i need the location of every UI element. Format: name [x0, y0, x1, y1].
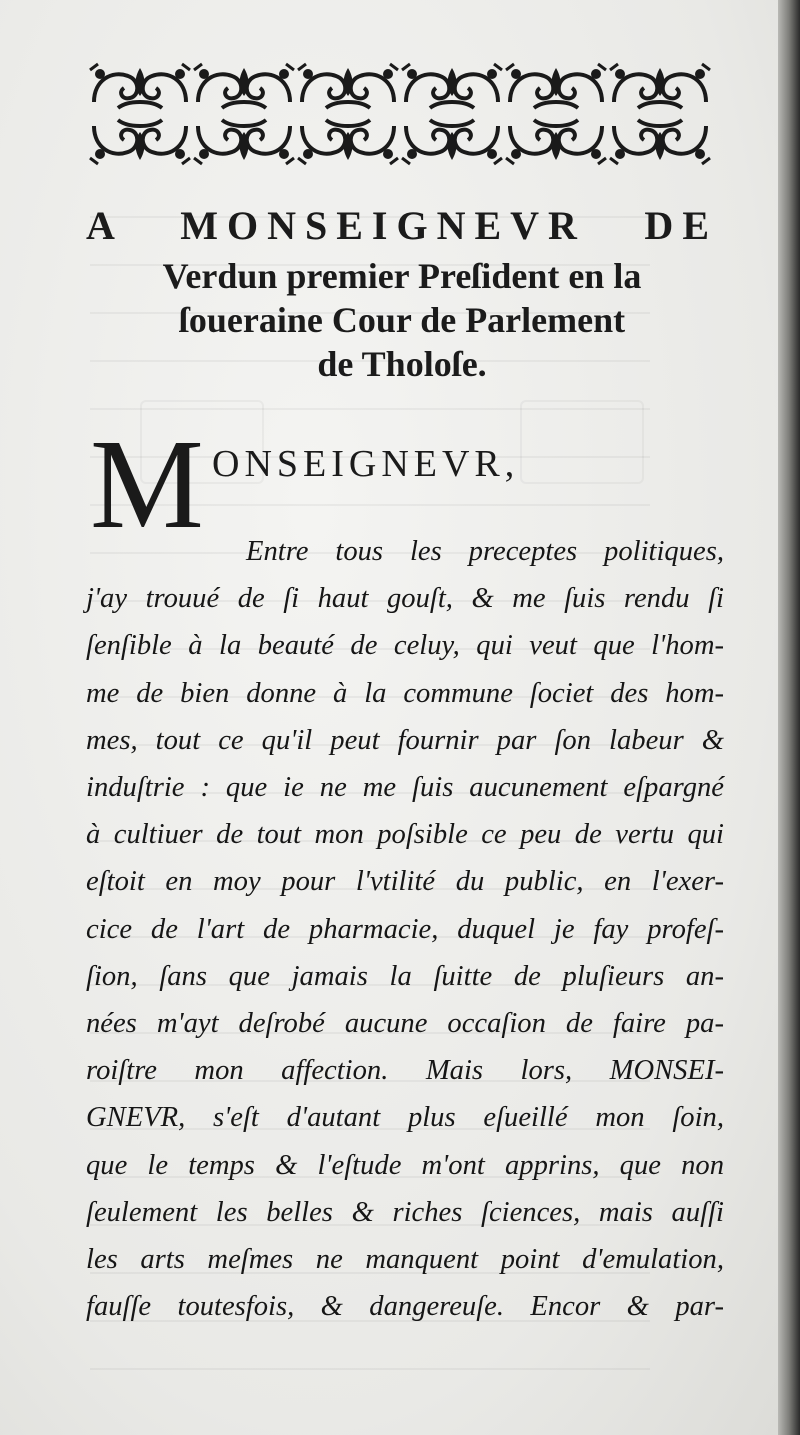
- drop-cap: M: [90, 413, 204, 555]
- text-line: eſtoit en moy pour l'vtilité du public, en l'exer-: [86, 866, 724, 898]
- text-line: ſeulement les belles & riches ſciences, mais auſſi: [86, 1196, 724, 1228]
- show-through-box: [520, 400, 644, 484]
- text-line: nées m'ayt deſrobé aucune occaſion de faire pa-: [86, 1008, 724, 1040]
- body-text: [86, 528, 724, 1330]
- heading-line-2: Verdun premier Preſident en la: [162, 256, 642, 296]
- heading-line-4: de Tholoſe.: [317, 344, 487, 384]
- text-line: j'ay trouué de ſi haut gouſt, & me ſuis rendu ſi: [86, 583, 724, 615]
- text-line: GNEVR, s'eſt d'autant plus eſueillé mon ſoin,: [86, 1102, 724, 1134]
- text-line: roiſtre mon affection. Mais lors, MONSEI-: [86, 1055, 724, 1087]
- heading-line-1: A MONSEIGNEVR DE: [86, 203, 718, 248]
- text-line: cice de l'art de pharmacie, duquel je fay profeſ-: [86, 913, 724, 945]
- text-line: les arts meſmes ne manquent point d'emulation,: [86, 1244, 724, 1276]
- text-line: à cultiuer de tout mon poſsible ce peu de vertu qui: [86, 819, 724, 851]
- text-line: mes, tout ce qu'il peut fournir par ſon labeur &: [86, 724, 724, 756]
- dedication-heading: [86, 198, 718, 386]
- heading-line-3: ſoueraine Cour de Parlement: [178, 300, 626, 340]
- text-line: me de bien donne à la commune ſociet des hom-: [86, 677, 724, 709]
- salutation: ONSEIGNEVR,: [212, 443, 520, 485]
- text-line: induſtrie : que ie ne me ſuis aucunement eſpargné: [86, 772, 724, 804]
- ornament-band-icon: [88, 62, 714, 166]
- text-line: fauſſe toutesfois, & dangereuſe. Encor & par-: [86, 1291, 724, 1323]
- text-line: ſion, ſans que jamais la ſuitte de pluſieurs an-: [86, 960, 724, 992]
- text-line: que le temps & l'eſtude m'ont apprins, que non: [86, 1149, 724, 1181]
- page-gutter-shadow: [778, 0, 800, 1435]
- text-line: Entre tous les preceptes politiques,: [246, 536, 724, 567]
- text-line: ſenſible à la beauté de celuy, qui veut que l'hom-: [86, 630, 724, 662]
